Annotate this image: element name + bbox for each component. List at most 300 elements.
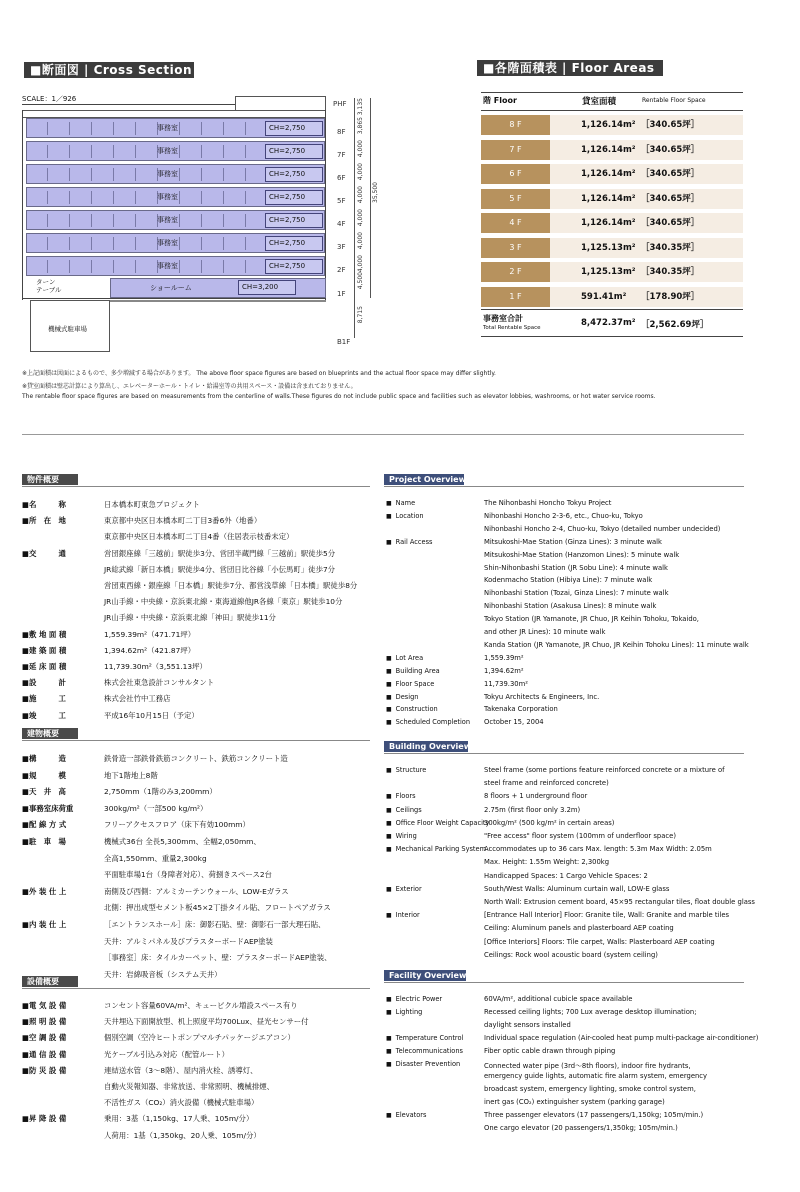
- spec-label-text: Floor Space: [395, 679, 435, 688]
- spec-value: 自動火災報知器、非常放送、非常照明、機械排煙、: [104, 1082, 274, 1091]
- ch-box: CH=2,750: [265, 236, 323, 251]
- office-label: 事務室: [157, 193, 178, 201]
- spec-value-en: Accommodates up to 36 cars Max. length: 5.3m Max Width: 2.05m: [484, 845, 712, 854]
- spec-value: 1,559.39m²（471.71坪）: [104, 629, 196, 639]
- spec-label-text: Floors: [395, 792, 416, 801]
- window-mullion: [91, 237, 92, 250]
- dim-phf: 3,135: [357, 98, 364, 116]
- spec-value-en: Tokyo Station (JR Yamanote, JR Chuo, JR Keihin Tohoku, Tokaido,: [484, 615, 699, 624]
- spec-label: ■防 災 設 備: [22, 1065, 67, 1075]
- window-mullion: [91, 191, 92, 204]
- office-label: 事務室: [157, 147, 178, 155]
- ch-box: CH=2,750: [265, 213, 323, 228]
- spec-value-en: emergency guide lights, automatic fire alarm system, emergency: [484, 1072, 708, 1081]
- ch-box: CH=2,750: [265, 121, 323, 136]
- floor-band-3f: [26, 233, 325, 253]
- spec-label: ■規 模: [22, 770, 66, 780]
- spec-value: 鉄骨造一部鉄骨鉄筋コンクリート、鉄筋コンクリート造: [104, 754, 288, 763]
- spec-label-en: [386, 654, 423, 662]
- spec-label-text: Rail Access: [395, 537, 433, 546]
- dim-total: 35,500: [372, 182, 379, 203]
- facility-jp-title: 設備概要: [22, 976, 78, 987]
- dim-5f: 4,000: [357, 186, 364, 204]
- bullet-icon: ■: [386, 793, 392, 801]
- window-mullion: [135, 260, 136, 273]
- tsubo-cell: ［340.65坪］: [641, 144, 700, 155]
- area-cell: 1,125.13m²: [581, 267, 636, 277]
- total-area: 8,472.37m²: [581, 318, 636, 328]
- area-cell: 591.41m²: [581, 291, 627, 302]
- window-mullion: [69, 214, 70, 227]
- building-en-title: Building Overview: [384, 741, 468, 752]
- building-en-underline: [384, 753, 744, 754]
- basement-deck: [110, 300, 326, 302]
- project-en-underline: [384, 486, 744, 487]
- spec-value: 天井埋込下面開放型、机上照度平均700Lux、昼光センサー付: [104, 1017, 309, 1027]
- window-mullion: [201, 122, 202, 135]
- ch-box: CH=2,750: [265, 144, 323, 159]
- roof-slab: [22, 110, 326, 118]
- spec-label-en: [386, 705, 438, 713]
- spec-label-en: [386, 792, 416, 800]
- floor-cell: 4 F: [481, 213, 550, 233]
- window-mullion: [91, 214, 92, 227]
- dim-line-total: [370, 98, 371, 298]
- spec-value-en: 300kg/m² (500 kg/m² in certain areas): [484, 818, 615, 827]
- spec-label-en: [386, 1008, 422, 1016]
- facility-jp-underline: [22, 988, 370, 989]
- spec-value-en: South/West Walls: Aluminum curtain wall, LOW-E glass: [484, 884, 670, 893]
- window-mullion: [113, 260, 114, 273]
- spec-label-text: Telecommunications: [395, 1046, 463, 1055]
- tsubo-cell: ［340.65坪］: [641, 120, 700, 130]
- spec-value-en: 1,559.39m²: [484, 653, 524, 662]
- bullet-icon: ■: [386, 538, 392, 546]
- floor-cell: 6 F: [481, 164, 550, 184]
- spec-value-en: inert gas (CO₂) extinguisher system (parking garage): [484, 1098, 665, 1107]
- floor-label-8f: 8F: [337, 128, 346, 136]
- floor-area-row: [481, 213, 743, 233]
- office-label: 事務室: [157, 124, 178, 132]
- spec-label: ■昇 降 設 備: [22, 1114, 67, 1124]
- window-mullion: [201, 191, 202, 204]
- total-tsubo: ［2,562.69坪］: [641, 320, 709, 330]
- spec-value: 営団銀座線「三越前」駅徒歩3分、営団半蔵門線「三越前」駅徒歩5分: [104, 548, 336, 558]
- window-mullion: [223, 191, 224, 204]
- window-mullion: [223, 260, 224, 273]
- bullet-icon: ■: [386, 767, 392, 774]
- spec-label: ■建 築 面 積: [22, 645, 67, 655]
- floor-band-8f: [26, 118, 325, 138]
- floor-label-7f: 7F: [337, 151, 346, 159]
- window-mullion: [135, 168, 136, 181]
- window-mullion: [47, 191, 48, 204]
- spec-label-en: [386, 819, 489, 827]
- window-mullion: [201, 237, 202, 250]
- bullet-icon: ■: [386, 819, 392, 827]
- window-mullion: [69, 260, 70, 273]
- bullet-icon: ■: [386, 693, 392, 701]
- spec-value: 人荷用：1基（1,350kg、20人乗、105m/分）: [104, 1130, 261, 1140]
- spec-label-en: [386, 667, 440, 675]
- spec-value: ［エントランスホール］床：御影石貼、壁：御影石一部大理石貼、: [104, 920, 326, 929]
- spec-label-text: Wiring: [395, 832, 417, 840]
- spec-value-en: Ceilings: Rock wool acoustic board (system ceiling): [484, 950, 658, 959]
- bullet-icon: ■: [386, 667, 392, 675]
- window-mullion: [113, 168, 114, 181]
- window-mullion: [201, 214, 202, 227]
- office-label: 事務室: [157, 239, 178, 247]
- bullet-icon: ■: [386, 885, 392, 893]
- spec-label-en: [386, 995, 442, 1003]
- spec-value-en: Takenaka Corporation: [484, 705, 558, 714]
- project-jp-underline: [22, 486, 370, 487]
- spec-label-text: Ceilings: [395, 805, 422, 814]
- spec-value: 株式会社東急設計コンサルタント: [104, 678, 215, 688]
- spec-label: ■交 通: [22, 548, 66, 558]
- spec-label-en: [386, 885, 422, 893]
- spec-label-text: Interior: [395, 911, 420, 920]
- spec-label-text: Disaster Prevention: [395, 1059, 461, 1068]
- spec-value: 天井：岩綿吸音板（システム天井）: [104, 969, 222, 979]
- floor-area-row: [481, 164, 743, 184]
- floor-area-row: [481, 115, 743, 135]
- spec-label: ■延 床 面 積: [22, 662, 67, 671]
- spec-value-en: Nihonbashi Honcho 2-3-6, etc., Chuo-ku, Tokyo: [484, 511, 643, 520]
- spec-value: フリーアクセスフロア（床下有効100mm）: [104, 820, 250, 830]
- spec-label-text: Lot Area: [395, 653, 424, 662]
- floor-areas-title: ■各階面積表 | Floor Areas: [477, 60, 663, 76]
- floor-cell: 1 F: [481, 287, 550, 307]
- window-mullion: [179, 260, 180, 273]
- bullet-icon: ■: [386, 1047, 392, 1055]
- spec-label-en: [386, 1060, 460, 1068]
- tsubo-cell: ［340.65坪］: [641, 193, 700, 204]
- spec-label: ■照 明 設 備: [22, 1017, 67, 1027]
- right-wall: [325, 110, 326, 300]
- spec-value-en: Recessed ceiling lights; 700 Lux average desktop illumination;: [484, 1007, 697, 1016]
- spec-value: 連結送水管（3～8階）、屋内消火栓、誘導灯、: [104, 1065, 258, 1075]
- floor-label-b1f: B1F: [337, 338, 351, 346]
- dim-b1f: 8,715: [357, 306, 364, 324]
- window-mullion: [245, 260, 246, 273]
- spec-value-en: Nihonbashi Station (Asakusa Lines): 8 minute walk: [484, 602, 657, 611]
- spec-value: 1,394.62m²（421.87坪）: [104, 645, 196, 655]
- floor-area-row: [481, 238, 743, 258]
- spec-label-en: [386, 845, 486, 853]
- spec-value-en: Three passenger elevators (17 passengers/1,150kg; 105m/min.): [484, 1111, 704, 1120]
- window-mullion: [245, 237, 246, 250]
- spec-value-en: [Entrance Hall Interior] Floor: Granite tile, Wall: Granite and marble tiles: [484, 911, 730, 920]
- spec-value: 株式会社竹中工務店: [104, 694, 171, 704]
- spec-value-en: Kanda Station (JR Yamanote, JR Chuo, JR Keihin Tohoku Lines): 11 minute walk: [484, 640, 749, 649]
- window-mullion: [245, 168, 246, 181]
- spec-value: 日本橋本町東急プロジェクト: [104, 500, 200, 509]
- spec-label-text: Elevators: [395, 1111, 427, 1120]
- window-mullion: [91, 168, 92, 181]
- spec-value-en: [Office Interiors] Floors: Tile carpet, Walls: Plasterboard AEP coating: [484, 937, 715, 946]
- turntable-label: ターン テーブル: [36, 278, 62, 294]
- bullet-icon: ■: [386, 680, 392, 688]
- window-mullion: [69, 191, 70, 204]
- spec-value: 11,739.30m²（3,551.13坪）: [104, 662, 207, 671]
- window-mullion: [47, 168, 48, 181]
- spec-value-en: 60VA/m², additional cubicle space available: [484, 995, 633, 1003]
- spec-label-en: [386, 499, 415, 507]
- spec-label: ■外 装 仕 上: [22, 886, 67, 896]
- dim-4f: 4,000: [357, 209, 364, 227]
- spec-label-text: Scheduled Completion: [395, 718, 471, 727]
- col-area: 貸室面積: [582, 97, 617, 107]
- bullet-icon: ■: [386, 1008, 392, 1016]
- office-label: 事務室: [157, 170, 178, 178]
- bullet-icon: ■: [386, 500, 392, 507]
- spec-label: ■事務室床荷重: [22, 803, 74, 813]
- window-mullion: [69, 237, 70, 250]
- spec-value: 不活性ガス（CO₂）消火設備（機械式駐車場）: [104, 1098, 259, 1108]
- spec-value: 地下1階地上8階: [104, 770, 158, 780]
- bullet-icon: ■: [386, 806, 392, 814]
- floor-label-6f: 6F: [337, 174, 346, 182]
- window-mullion: [47, 260, 48, 273]
- window-mullion: [245, 214, 246, 227]
- floor-cell: 7 F: [481, 140, 550, 160]
- spec-label-en: [386, 693, 418, 701]
- tsubo-cell: ［340.65坪］: [641, 169, 700, 179]
- window-mullion: [179, 168, 180, 181]
- floor-cell: 3 F: [481, 238, 550, 258]
- spec-label-text: Temperature Control: [395, 1033, 464, 1042]
- tsubo-cell: ［178.90坪］: [641, 291, 700, 302]
- floor-band-7f: [26, 141, 325, 161]
- building-jp-title: 建物概要: [22, 728, 78, 739]
- spec-label: ■構 造: [22, 754, 66, 763]
- bullet-icon: ■: [386, 719, 392, 727]
- window-mullion: [135, 191, 136, 204]
- tsubo-cell: ［340.65坪］: [641, 218, 700, 228]
- bullet-icon: ■: [386, 846, 392, 854]
- window-mullion: [245, 191, 246, 204]
- spec-value-en: Max. Height: 1.55m Weight: 2,300kg: [484, 858, 610, 867]
- bullet-icon: ■: [386, 996, 392, 1003]
- window-mullion: [69, 122, 70, 135]
- window-mullion: [223, 145, 224, 158]
- spec-value: 平面駐車場1台（身障者対応）、荷捌きスペース2台: [104, 870, 272, 880]
- project-en-title: Project Overview: [384, 474, 464, 485]
- window-mullion: [223, 214, 224, 227]
- window-mullion: [135, 214, 136, 227]
- building-jp-underline: [22, 740, 370, 741]
- spec-label: ■施 工: [22, 694, 66, 704]
- floor-label-3f: 3F: [337, 243, 346, 251]
- project-jp-title: 物件概要: [22, 474, 78, 485]
- cross-section-title: ■断面図 | Cross Section: [24, 62, 194, 78]
- floor-band-2f: [26, 256, 325, 276]
- spec-value: 北側：押出成型セメント板45×2丁掛タイル貼、フロートペアガラス: [104, 903, 331, 913]
- spec-value-en: Individual space regulation (Air-cooled heat pump multi-package air-conditioner): [484, 1033, 759, 1042]
- spec-label-text: Exterior: [395, 884, 422, 893]
- spec-value-en: Ceiling: Aluminum panels and plasterboard AEP coating: [484, 924, 674, 933]
- window-mullion: [47, 237, 48, 250]
- spec-value-en: "Free access" floor system (100mm of underfloor space): [484, 832, 676, 840]
- spec-label: ■空 調 設 備: [22, 1033, 67, 1043]
- ch-box: CH=2,750: [265, 190, 323, 205]
- spec-label-text: Location: [395, 511, 424, 520]
- spec-value-en: North Wall: Extrusion cement board, 45×95 rectangular tiles, float double glass: [484, 898, 755, 906]
- spec-label-en: [386, 1111, 426, 1119]
- window-mullion: [245, 122, 246, 135]
- floor-area-row: [481, 262, 743, 282]
- ch-box: CH=2,750: [265, 259, 323, 274]
- floor-areas-total-line: [481, 309, 743, 310]
- window-mullion: [223, 122, 224, 135]
- tsubo-cell: ［340.35坪］: [641, 242, 700, 253]
- floor-cell: 8 F: [481, 115, 550, 135]
- col-area-en: Rentable Floor Space: [642, 97, 706, 104]
- spec-value-en: Shin-Nihonbashi Station (JR Sobu Line): 4 minute walk: [484, 563, 668, 572]
- spec-label-text: Name: [395, 499, 416, 507]
- window-mullion: [69, 145, 70, 158]
- bullet-icon: ■: [386, 833, 392, 840]
- bullet-icon: ■: [386, 706, 392, 714]
- spec-value: 機械式36台 全長5,300mm、全幅2,050mm、: [104, 837, 261, 846]
- spec-value-en: 11,739.30m²: [484, 679, 528, 688]
- floor-area-row: [481, 287, 743, 307]
- spec-value: JR総武線「新日本橋」駅徒歩4分、営団日比谷線「小伝馬町」徒歩7分: [104, 564, 336, 574]
- window-mullion: [91, 122, 92, 135]
- spec-value-en: 1,394.62m²: [484, 666, 524, 675]
- spec-label: ■通 信 設 備: [22, 1049, 67, 1059]
- spec-label-en: [386, 512, 424, 520]
- spec-label-text: Structure: [395, 766, 427, 774]
- spec-value: 天井：アルミパネル及びプラスターボードAEP塗装: [104, 936, 273, 946]
- dim-2f: 4,000: [357, 255, 364, 273]
- spec-value-en: and other JR Lines): 10 minute walk: [484, 628, 606, 636]
- window-mullion: [135, 145, 136, 158]
- spec-label-en: [386, 1047, 463, 1055]
- note-1: ※上記面積は図面によるもので、多少増減する場合があります。 The above floor space figures are based on blueprints and the actual floor space may differ slightly.: [22, 370, 496, 377]
- area-cell: 1,126.14m²: [581, 169, 636, 179]
- spec-label-text: Lighting: [395, 1007, 423, 1016]
- window-mullion: [179, 214, 180, 227]
- window-mullion: [201, 145, 202, 158]
- spec-label-en: [386, 718, 470, 726]
- spec-value-en: Tokyu Architects & Engineers, Inc.: [484, 692, 600, 701]
- floor-band-5f: [26, 187, 325, 207]
- floor-band-4f: [26, 210, 325, 230]
- spec-value: JR山手線・中央線・京浜東北線・東海道線他JR各線「東京」駅徒歩10分: [104, 597, 343, 607]
- spec-value-en: Steel frame (some portions feature reinforced concrete or a mixture of: [484, 766, 725, 774]
- spec-value-en: One cargo elevator (20 passengers/1,350kg; 105m/min.): [484, 1124, 678, 1132]
- spec-label: ■天 井 高: [22, 787, 66, 797]
- window-mullion: [223, 237, 224, 250]
- note-2: ※貸室面積は壁芯計算により算出し、エレベーターホール・トイレ・給湯室等の共用スペース・設備は含まれておりません。: [22, 383, 357, 390]
- spec-value-en: 8 floors + 1 underground floor: [484, 792, 588, 801]
- spec-label: ■敷 地 面 積: [22, 629, 67, 639]
- spec-label-text: Building Area: [395, 666, 440, 675]
- dim-line-main: [354, 98, 355, 338]
- spec-value-en: steel frame and reinforced concrete): [484, 779, 609, 788]
- bullet-icon: ■: [386, 654, 392, 662]
- left-wall: [22, 110, 23, 300]
- spec-value-en: Connected water pipe (3rd～8th floors), indoor fire hydrants,: [484, 1061, 691, 1070]
- ch-box: CH=2,750: [265, 167, 323, 182]
- spec-label: ■内 装 仕 上: [22, 920, 67, 929]
- spec-label-en: [386, 1034, 463, 1042]
- floor-label-phf: PHF: [333, 100, 347, 108]
- spec-label-en: [386, 911, 420, 919]
- area-cell: 1,125.13m²: [581, 242, 636, 253]
- dim-3f: 4,000: [357, 232, 364, 250]
- spec-label-text: Design: [395, 692, 419, 701]
- col-floor: 階 Floor: [483, 96, 517, 105]
- spec-value-en: Nihonbashi Station (Tozai, Ginza Lines): 7 minute walk: [484, 589, 669, 598]
- parking-label: 機械式駐車場: [48, 325, 87, 333]
- bullet-icon: ■: [386, 912, 392, 920]
- facility-en-underline: [384, 982, 744, 983]
- spec-value: 全高1,550mm、重量2,300kg: [104, 853, 207, 863]
- window-mullion: [113, 191, 114, 204]
- window-mullion: [201, 168, 202, 181]
- section-divider: [22, 434, 744, 435]
- spec-value-en: Nihonbashi Honcho 2-4, Chuo-ku, Tokyo (detailed number undecided): [484, 524, 721, 533]
- spec-value: 南側及び西側：アルミカーテンウォール、LOW-Eガラス: [104, 886, 289, 896]
- window-mullion: [47, 122, 48, 135]
- ground-line: [22, 298, 326, 299]
- showroom-label: ショールーム: [150, 284, 192, 292]
- dim-8f: 3,865: [357, 117, 364, 135]
- spec-value: ［事務室］床：タイルカーペット、壁：プラスターボードAEP塗装、: [104, 953, 332, 963]
- floor-label-2f: 2F: [337, 266, 346, 274]
- spec-value-en: Mitsukoshi-Mae Station (Ginza Lines): 3 minute walk: [484, 537, 662, 546]
- window-mullion: [201, 260, 202, 273]
- floor-label-4f: 4F: [337, 220, 346, 228]
- area-cell: 1,126.14m²: [581, 144, 636, 155]
- spec-label-en: [386, 766, 426, 774]
- note-3: The rentable floor space figures are based on measurements from the centerline of walls.These figures do not include public space and facilities such as elevator lobbies, washrooms, or hot water service rooms.: [22, 393, 656, 400]
- floor-label-1f: 1F: [337, 290, 346, 298]
- spec-value: 光ケーブル引込み対応（配管ルート）: [104, 1049, 229, 1059]
- window-mullion: [47, 145, 48, 158]
- window-mullion: [223, 168, 224, 181]
- dim-6f: 4,000: [357, 163, 364, 181]
- bullet-icon: ■: [386, 1034, 392, 1042]
- window-mullion: [91, 260, 92, 273]
- ch-box-1f: CH=3,200: [238, 280, 296, 295]
- bullet-icon: ■: [386, 1060, 392, 1068]
- window-mullion: [135, 122, 136, 135]
- spec-value: 東京都中央区日本橋本町二丁目4番（住居表示枝番未定）: [104, 532, 294, 542]
- spec-label-text: Construction: [395, 705, 438, 714]
- spec-value: 2,750mm（1階のみ3,200mm）: [104, 787, 217, 797]
- spec-value-en: daylight sensors installed: [484, 1020, 571, 1029]
- office-label: 事務室: [157, 262, 178, 270]
- spec-label: ■設 計: [22, 678, 66, 688]
- spec-label-en: [386, 832, 417, 840]
- tsubo-cell: ［340.35坪］: [641, 267, 700, 277]
- spec-label-en: [386, 806, 422, 814]
- spec-label: ■駐 車 場: [22, 837, 66, 846]
- spec-value-en: broadcast system, emergency lighting, smoke control system,: [484, 1085, 696, 1094]
- floor-area-row: [481, 140, 743, 160]
- area-cell: 1,126.14m²: [581, 218, 636, 228]
- spec-value-en: Handicapped Spaces: 1 Cargo Vehicle Spaces: 2: [484, 871, 648, 880]
- spec-value: 300kg/m²（一部500 kg/m²）: [104, 803, 208, 813]
- area-cell: 1,126.14m²: [581, 193, 636, 204]
- spec-value: 乗用：3基（1,150kg、17人乗、105m/分）: [104, 1114, 254, 1124]
- spec-value: 営団東西線・銀座線「日本橋」駅徒歩7分、都営浅草線「日本橋」駅徒歩8分: [104, 581, 358, 590]
- window-mullion: [91, 145, 92, 158]
